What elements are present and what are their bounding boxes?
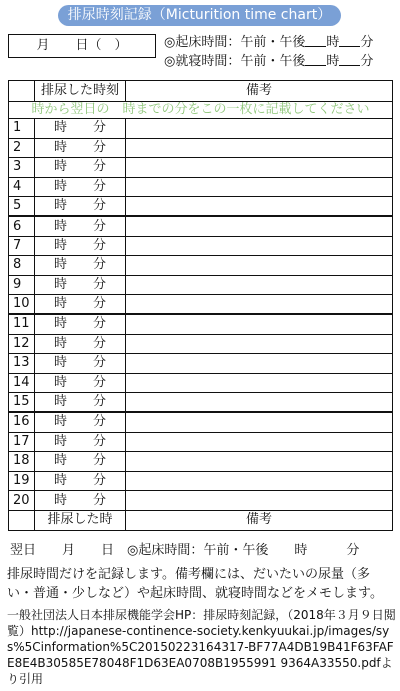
row-number: 17: [9, 432, 35, 452]
row-remarks-cell[interactable]: [126, 275, 393, 295]
row-remarks-cell[interactable]: [126, 138, 393, 158]
row-time-cell[interactable]: 時 分: [35, 216, 126, 236]
sleep-hour-unit: 時: [326, 54, 340, 69]
row-number: 10: [9, 295, 35, 315]
row-remarks-cell[interactable]: [126, 432, 393, 452]
row-number: 14: [9, 373, 35, 393]
row-number: 13: [9, 354, 35, 374]
wake-minute-unit: 分: [360, 35, 374, 50]
footer-time-cell: 排尿した時: [35, 510, 126, 530]
header-time-cell: 排尿した時刻: [35, 81, 126, 102]
row-number: 20: [9, 491, 35, 511]
table-row: [9, 412, 393, 432]
table-row: [9, 334, 393, 354]
table-row: [9, 275, 393, 295]
source-citation: 一般社団法人日本排尿機能学会HP：排尿時刻記録，（2018年３月９日閲覧）http://japanese-continence-society.kenkyuukai.jp/images/sys%5Cinformation%5C20150223164317-BF77A4DB19B41F63FAFE8E4B30585E78048F1D63EA0708B1955991 9364A33550.pdfより引用: [7, 608, 396, 686]
row-number: 16: [9, 412, 35, 432]
table-row: [9, 393, 393, 413]
row-number: 3: [9, 158, 35, 178]
row-time-cell[interactable]: 時 分: [35, 412, 126, 432]
header-remarks-cell: 備考: [126, 81, 393, 102]
row-remarks-cell[interactable]: [126, 452, 393, 472]
row-number: 18: [9, 452, 35, 472]
next-day-wake-line: 翌日 月 日 ◎起床時間：午前・午後 時 分: [10, 543, 360, 558]
table-row: [9, 236, 393, 256]
chart-title: 排尿時刻記録（Micturition time chart）: [58, 5, 341, 26]
memo-text: 排尿時間だけを記録します。備考欄には、だいたいの尿量（多い・普通・少しなど）や起床時間、就寝時間などをメモします。: [7, 567, 383, 601]
table-row: [9, 432, 393, 452]
table-row: [9, 452, 393, 472]
row-time-cell[interactable]: 時 分: [35, 432, 126, 452]
sleep-time-label: ◎就寝時間：午前・午後: [164, 54, 306, 69]
row-time-cell[interactable]: 時 分: [35, 256, 126, 276]
row-number: 19: [9, 471, 35, 491]
row-remarks-cell[interactable]: [126, 471, 393, 491]
row-remarks-cell[interactable]: [126, 354, 393, 374]
row-remarks-cell[interactable]: [126, 314, 393, 334]
sleep-time-line: [164, 53, 373, 70]
row-time-cell[interactable]: 時 分: [35, 452, 126, 472]
row-number: 12: [9, 334, 35, 354]
row-remarks-cell[interactable]: [126, 256, 393, 276]
instruction-row: [9, 102, 393, 119]
table-row: [9, 295, 393, 315]
row-remarks-cell[interactable]: [126, 216, 393, 236]
row-remarks-cell[interactable]: [126, 334, 393, 354]
row-remarks-cell[interactable]: [126, 236, 393, 256]
row-number: 5: [9, 197, 35, 217]
row-time-cell[interactable]: 時 分: [35, 354, 126, 374]
wake-hour-blank[interactable]: [305, 34, 326, 47]
row-remarks-cell[interactable]: [126, 393, 393, 413]
row-time-cell[interactable]: 時 分: [35, 491, 126, 511]
row-remarks-cell[interactable]: [126, 373, 393, 393]
row-number: 6: [9, 216, 35, 236]
row-number: 1: [9, 119, 35, 139]
table-header-row: [9, 81, 393, 102]
row-time-cell[interactable]: 時 分: [35, 275, 126, 295]
row-number: 4: [9, 177, 35, 197]
row-time-cell[interactable]: 時 分: [35, 177, 126, 197]
row-remarks-cell[interactable]: [126, 197, 393, 217]
row-time-cell[interactable]: 時 分: [35, 295, 126, 315]
table-row: [9, 354, 393, 374]
table-row: [9, 119, 393, 139]
row-number: 15: [9, 393, 35, 413]
table-row: [9, 197, 393, 217]
footer-remarks-cell: 備考: [126, 510, 393, 530]
wake-time-line: [164, 34, 373, 51]
row-remarks-cell[interactable]: [126, 295, 393, 315]
table-row: [9, 138, 393, 158]
date-field[interactable]: 月 日（ ）: [8, 34, 156, 58]
wake-hour-unit: 時: [326, 35, 340, 50]
row-remarks-cell[interactable]: [126, 412, 393, 432]
table-row: [9, 491, 393, 511]
sleep-minute-unit: 分: [360, 54, 374, 69]
sleep-hour-blank[interactable]: [305, 53, 326, 66]
row-time-cell[interactable]: 時 分: [35, 138, 126, 158]
row-number: 7: [9, 236, 35, 256]
sleep-minute-blank[interactable]: [339, 53, 360, 66]
row-remarks-cell[interactable]: [126, 158, 393, 178]
row-time-cell[interactable]: 時 分: [35, 158, 126, 178]
row-remarks-cell[interactable]: [126, 119, 393, 139]
row-time-cell[interactable]: 時 分: [35, 471, 126, 491]
table-row: [9, 177, 393, 197]
table-row: [9, 314, 393, 334]
wake-time-label: ◎起床時間：午前・午後: [164, 35, 306, 50]
row-time-cell[interactable]: 時 分: [35, 119, 126, 139]
row-time-cell[interactable]: 時 分: [35, 373, 126, 393]
row-time-cell[interactable]: 時 分: [35, 314, 126, 334]
micturition-table: [8, 80, 393, 531]
table-row: [9, 158, 393, 178]
table-row: [9, 471, 393, 491]
row-time-cell[interactable]: 時 分: [35, 197, 126, 217]
row-time-cell[interactable]: 時 分: [35, 393, 126, 413]
row-remarks-cell[interactable]: [126, 491, 393, 511]
row-number: 2: [9, 138, 35, 158]
row-number: 8: [9, 256, 35, 276]
table-footer-row: [9, 510, 393, 530]
table-row: [9, 373, 393, 393]
row-number: 9: [9, 275, 35, 295]
row-time-cell[interactable]: 時 分: [35, 334, 126, 354]
instruction-text: 時から翌日の 時までの分をこの一枚に記載してください: [9, 102, 393, 119]
wake-minute-blank[interactable]: [339, 34, 360, 47]
footer-number-cell: [9, 510, 35, 530]
row-time-cell[interactable]: 時 分: [35, 236, 126, 256]
row-number: 11: [9, 314, 35, 334]
header-number-cell: [9, 81, 35, 102]
table-row: [9, 256, 393, 276]
row-remarks-cell[interactable]: [126, 177, 393, 197]
table-row: [9, 216, 393, 236]
